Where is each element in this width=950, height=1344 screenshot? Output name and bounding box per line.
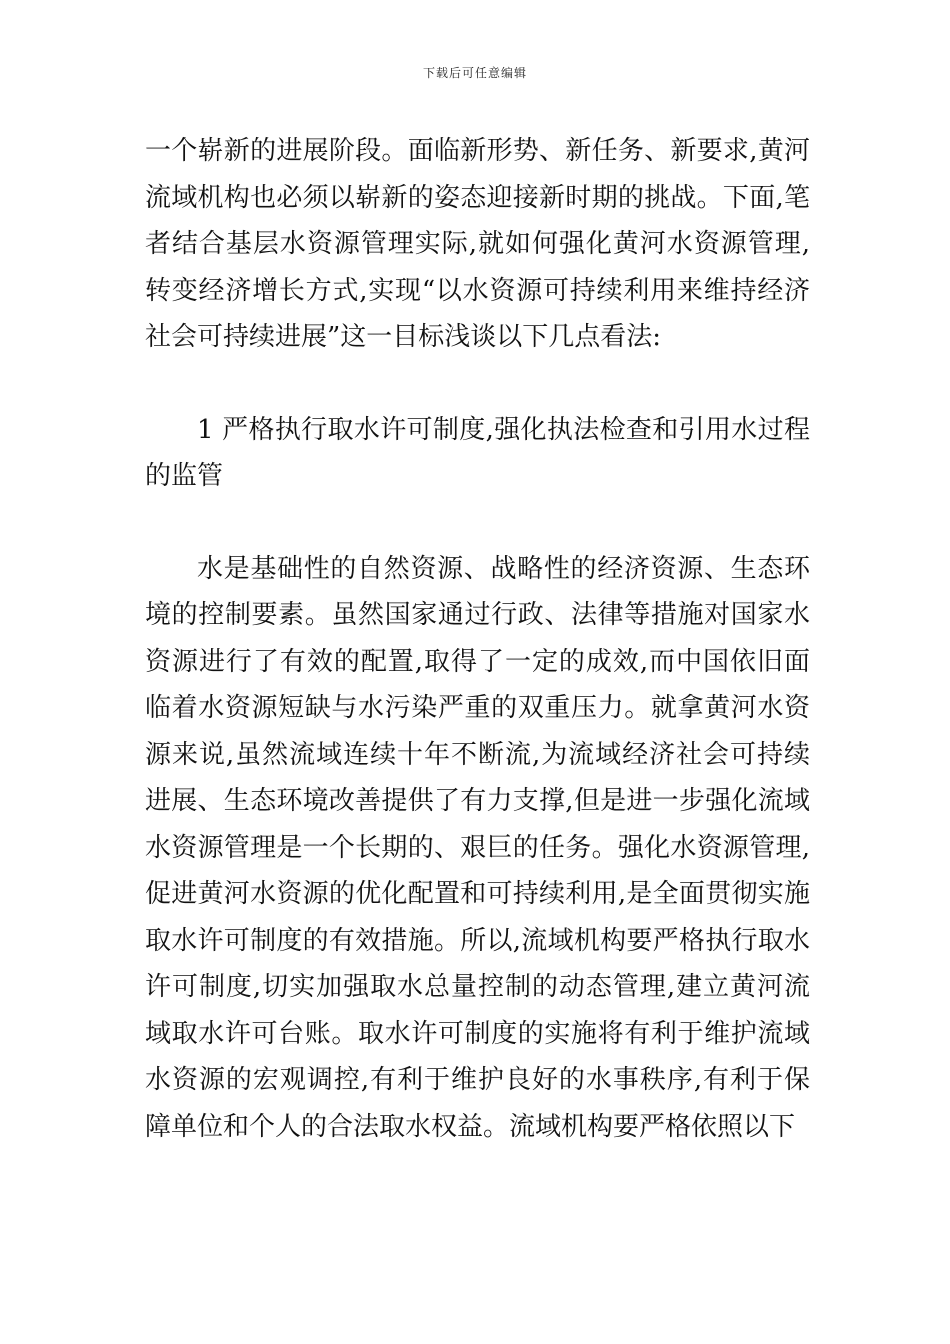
- section-heading: 1 严格执行取水许可制度,强化执法检查和引用水过程的监管: [145, 414, 810, 491]
- paragraph-spacer: [145, 361, 810, 407]
- page-header-note: 下载后可任意编辑: [422, 66, 527, 80]
- body-paragraph: 水是基础性的自然资源、战略性的经济资源、生态环境的控制要素。虽然国家通过行政、法律等措施对国家水资源进行了有效的配置,取得了一定的成效,而中国依旧面临着水资源短缺与水污染严重的双重压力。就拿黄河水资源来说,虽然流域连续十年不断流,为流域经济社会可持续进展、生态环境改善提供了有力支撑,但是进一步强化流域水资源管理是一个长期的、艰巨的任务。强化水资源管理,促进黄河水资源的优化配置和可持续利用,是全面贯彻实施取水许可制度的有效措施。所以,流域机构要严格执行取水许可制度,切实加强取水总量控制的动态管理,建立黄河流域取水许可台账。取水许可制度的实施将有利于维护流域水资源的宏观调控,有利于维护良好的水事秩序,有利于保障单位和个人的合法取水权益。流域机构要严格依照以下: [145, 553, 810, 1142]
- paragraph-spacer: [145, 500, 810, 546]
- document-body: [145, 128, 810, 1150]
- intro-paragraph: 一个崭新的进展阶段。面临新形势、新任务、新要求,黄河流域机构也必须以崭新的姿态迎接新时期的挑战。下面,笔者结合基层水资源管理实际,就如何强化黄河水资源管理,转变经济增长方式,实现“以水资源可持续利用来维持经济社会可持续进展”这一目标浅谈以下几点看法:: [145, 136, 810, 352]
